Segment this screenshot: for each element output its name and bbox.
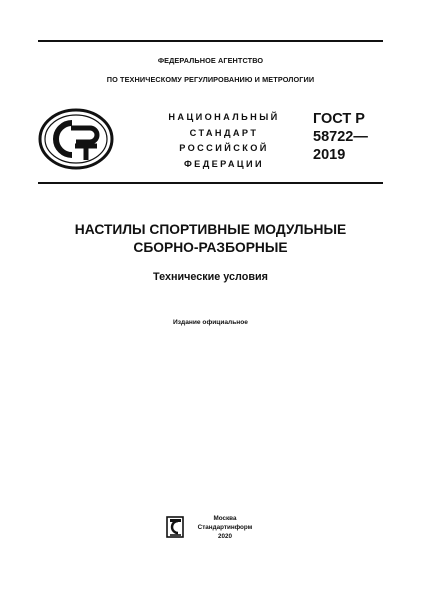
designation-line-3: 2019 xyxy=(313,147,346,163)
top-rule xyxy=(38,40,383,42)
standard-line: НАЦИОНАЛЬНЫЙ xyxy=(168,112,280,122)
agency-line-2: ПО ТЕХНИЧЕСКОМУ РЕГУЛИРОВАНИЮ И МЕТРОЛОГИИ xyxy=(106,75,315,84)
title-line-2: СБОРНО-РАЗБОРНЫЕ xyxy=(133,239,288,255)
national-standard-label xyxy=(166,110,282,172)
standard-line: СТАНДАРТ xyxy=(189,127,259,138)
document-title xyxy=(38,221,383,256)
standard-designation xyxy=(313,110,385,164)
standard-line: РОССИЙСКОЙ xyxy=(179,143,269,153)
gost-r-emblem-icon xyxy=(38,108,114,170)
title-line-1: НАСТИЛЫ СПОРТИВНЫЕ МОДУЛЬНЫЕ xyxy=(74,222,347,237)
designation-line-1: ГОСТ Р xyxy=(313,111,365,127)
designation-line-2: 58722— xyxy=(313,129,368,145)
publisher-city: Москва xyxy=(213,515,237,522)
publisher-year: 2020 xyxy=(217,533,232,540)
publisher-block xyxy=(187,514,263,541)
agency-line-1: ФЕДЕРАЛЬНОЕ АГЕНТСТВО xyxy=(157,56,264,65)
publisher-name: Стандартинформ xyxy=(197,524,253,531)
standard-line: ФЕДЕРАЦИИ xyxy=(183,158,265,169)
middle-rule xyxy=(38,182,383,184)
document-subtitle: Технические условия xyxy=(153,271,268,283)
edition-note: Издание официальное xyxy=(173,319,248,326)
